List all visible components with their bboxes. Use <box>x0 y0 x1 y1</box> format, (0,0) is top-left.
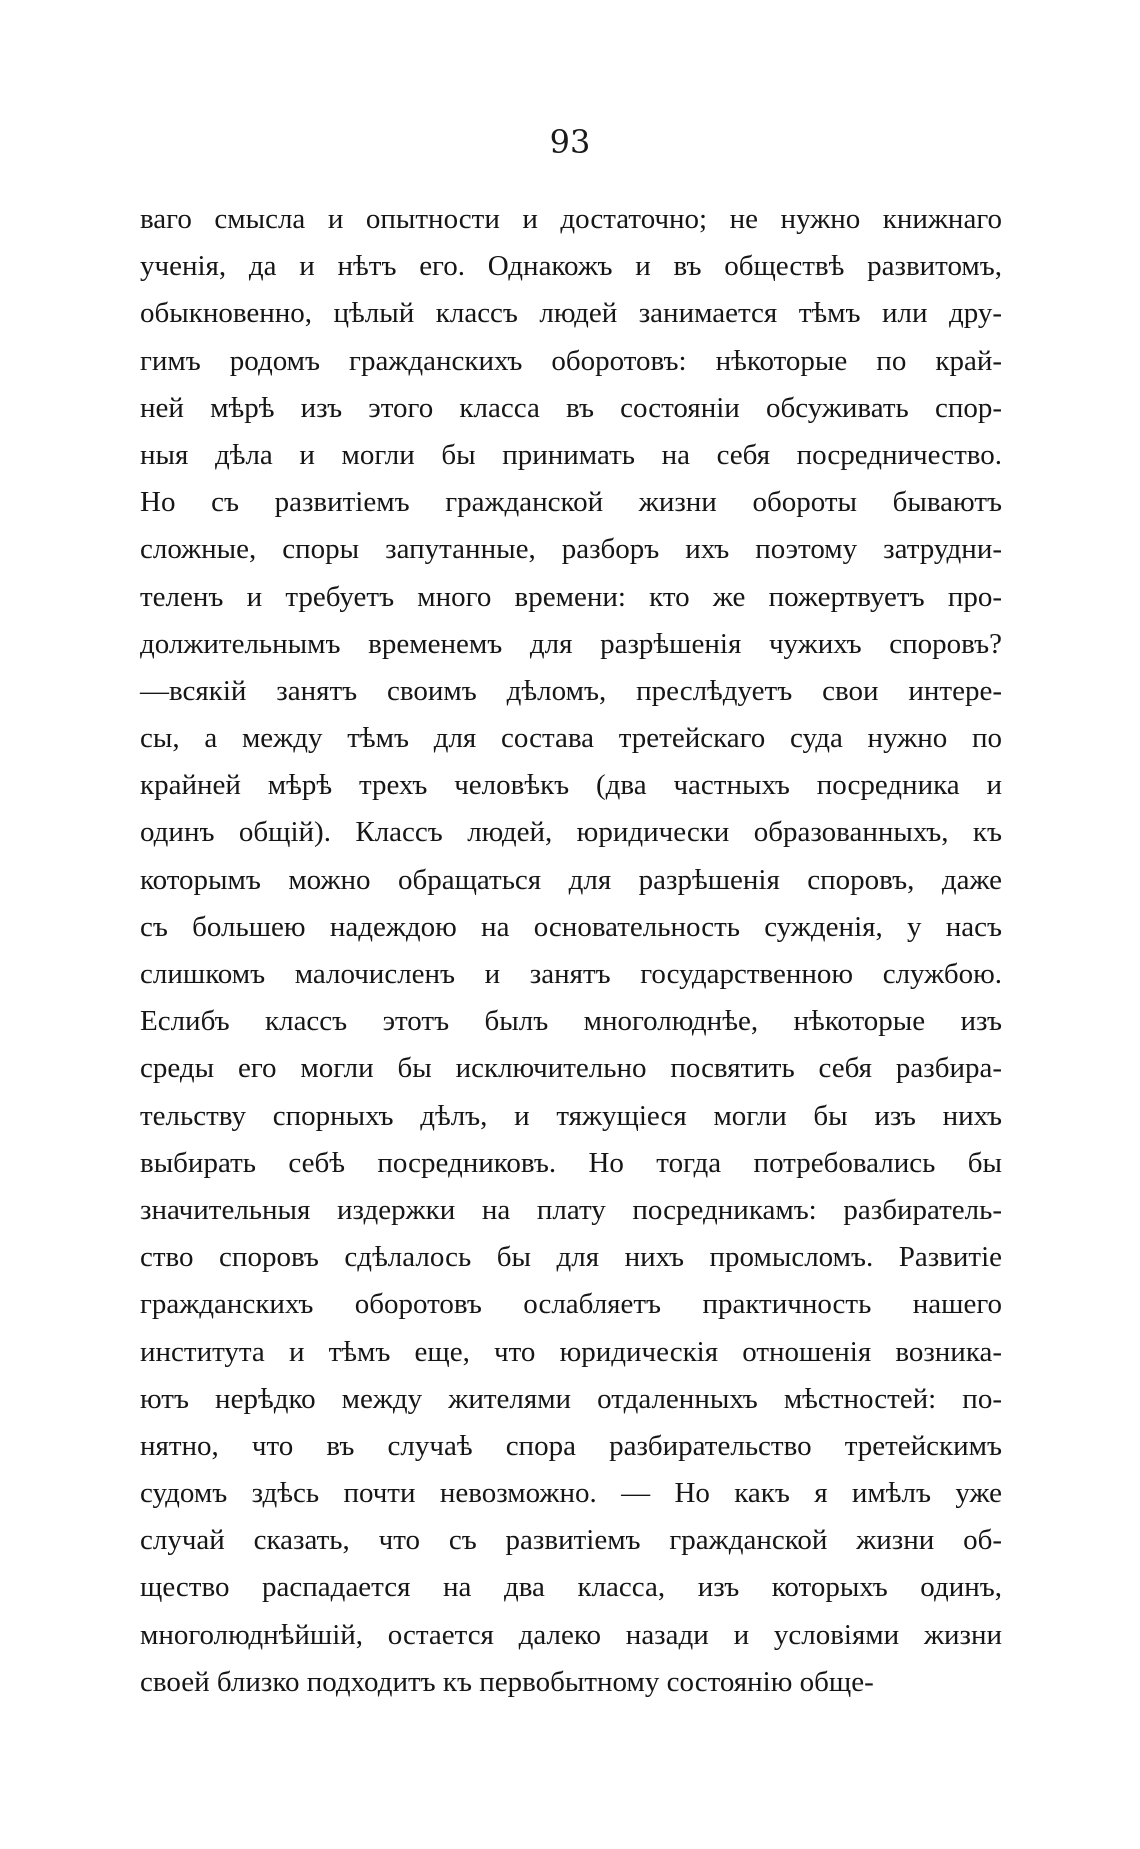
text-line-16: съ большею надеждою на основательность сужденія, у насъ <box>140 910 1002 943</box>
text-line-12: сы, а между тѣмъ для состава третейскаго суда нужно по <box>140 722 1002 755</box>
text-line-29: случай сказать, что съ развитіемъ гражданской жизни об- <box>140 1524 1002 1557</box>
text-line-32: своей близко подходитъ къ первобытному состоянію обще- <box>140 1665 874 1698</box>
text-line-8: сложные, споры запутанные, разборъ ихъ поэтому затрудни- <box>140 533 1002 566</box>
text-line-21: выбирать себѣ посредниковъ. Но тогда потребовались бы <box>140 1146 1002 1179</box>
text-line-25: института и тѣмъ еще, что юридическія отношенія возника- <box>140 1335 1002 1368</box>
text-line-22: значительныя издержки на плату посредникамъ: разбиратель- <box>140 1193 1002 1226</box>
text-line-7: Но съ развитіемъ гражданской жизни обороты бываютъ <box>140 486 1002 519</box>
text-line-28: судомъ здѣсь почти невозможно. — Но какъ я имѣлъ уже <box>140 1477 1002 1510</box>
text-line-14: одинъ общій). Классъ людей, юридически образованныхъ, къ <box>140 816 1002 849</box>
text-line-2: ученія, да и нѣтъ его. Однакожъ и въ обществѣ развитомъ, <box>140 250 1002 283</box>
text-line-18: Еслибъ классъ этотъ былъ многолюднѣе, нѣкоторые изъ <box>140 1005 1002 1038</box>
text-line-17: слишкомъ малочисленъ и занятъ государственною службою. <box>140 958 1002 990</box>
text-line-11: —всякій занятъ своимъ дѣломъ, преслѣдуетъ свои интере- <box>140 674 1002 707</box>
text-line-9: теленъ и требуетъ много времени: кто же пожертвуетъ про- <box>140 580 1002 613</box>
text-line-30: щество распадается на два класса, изъ которыхъ одинъ, <box>140 1571 1002 1604</box>
text-line-13: крайней мѣрѣ трехъ человѣкъ (два частныхъ посредника и <box>140 769 1002 802</box>
text-line-24: гражданскихъ оборотовъ ослабляетъ практичность нашего <box>140 1288 1002 1321</box>
text-line-6: ныя дѣла и могли бы принимать на себя посредничество. <box>140 438 1002 471</box>
text-line-23: ство споровъ сдѣлалось бы для нихъ промысломъ. Развитіе <box>140 1241 1002 1274</box>
text-line-31: многолюднѣйшій, остается далеко назади и условіями жизни <box>140 1618 1002 1651</box>
text-line-10: должительнымъ временемъ для разрѣшенія чужихъ споровъ? <box>140 627 1002 660</box>
text-line-15: которымъ можно обращаться для разрѣшенія споровъ, даже <box>140 863 1002 896</box>
text-line-5: ней мѣрѣ изъ этого класса въ состояніи обсуживать спор- <box>140 391 1002 424</box>
text-line-3: обыкновенно, цѣлый классъ людей занимается тѣмъ или дру- <box>140 297 1002 330</box>
text-line-19: среды его могли бы исключительно посвятить себя разбира- <box>140 1052 1002 1085</box>
page-number: 93 <box>549 123 591 161</box>
text-line-26: ютъ нерѣдко между жителями отдаленныхъ мѣстностей: по- <box>140 1382 1002 1415</box>
body-text <box>140 196 1002 1706</box>
text-line-4: гимъ родомъ гражданскихъ оборотовъ: нѣкоторые по край- <box>140 344 1002 377</box>
text-line-27: нятно, что въ случаѣ спора разбирательство третейскимъ <box>140 1429 1002 1462</box>
text-line-20: тельству спорныхъ дѣлъ, и тяжущіеся могли бы изъ нихъ <box>140 1099 1002 1132</box>
text-line-1: ваго смысла и опытности и достаточно; не нужно книжнаго <box>140 203 1002 235</box>
